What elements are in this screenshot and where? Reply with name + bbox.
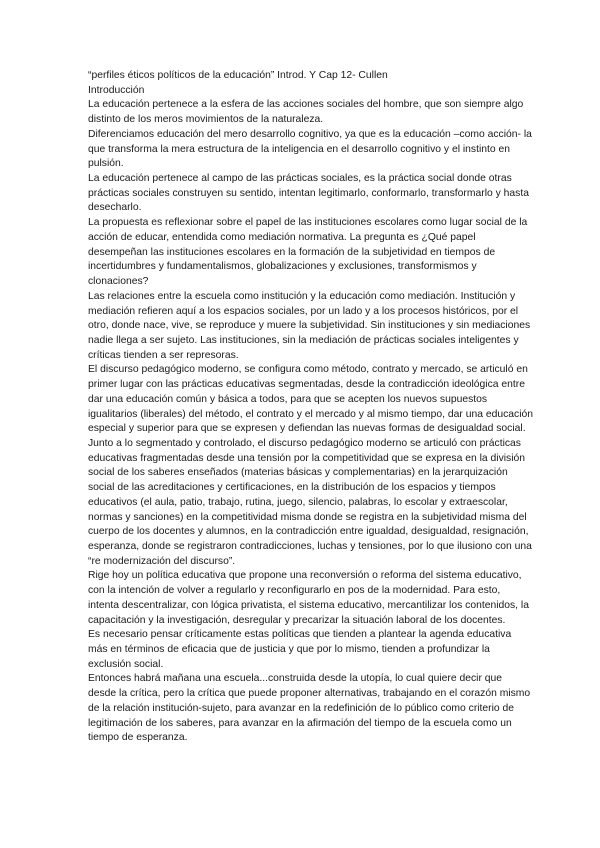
paragraph-6: El discurso pedagógico moderno, se configura como método, contrato y mercado, se articuló en primer lugar con las prácticas educativas segmentadas, desde la contradicción ideológica entre dar una educación común y básica a todos, para que se acepten los nuevos supuestos igualitarios (liberales) del método, el contrato y el mercado y al mismo tiempo, dar una educación especial y superior para que se expresen y defiendan las nuevas formas de desigualdad social. bbox=[88, 364, 533, 435]
paragraph-5: Las relaciones entre la escuela como institución y la educación como mediación. Institución y mediación refieren aquí a los espacios sociales, por un lado y a los procesos históricos, por el otro, donde nace, vive, se reproduce y muere la subjetividad. Sin instituciones y sin mediaciones nadie llega a ser sujeto. Las instituciones, sin la mediación de prácticas sociales inteligentes y críticas tienden a ser represoras. bbox=[88, 290, 531, 361]
paragraph-4: La propuesta es reflexionar sobre el papel de las instituciones escolares como lugar social de la acción de educar, entendida como mediación normativa. La pregunta es ¿Qué papel desempeñan las instituciones escolares en la formación de la subjetividad en tiempos de incertidumbres y fundamentalismos, globalizaciones y exclusiones, transformismos y clonaciones? bbox=[88, 217, 528, 288]
paragraph-2: Diferenciamos educación del mero desarrollo cognitivo, ya que es la educación –como acción- la que transforma la mera estructura de la inteligencia en el desarrollo cognitivo y el instinto en pulsión. bbox=[88, 128, 532, 170]
section-heading: Introducción bbox=[88, 84, 145, 96]
paragraph-8: Rige hoy un política educativa que propone una reconversión o reforma del sistema educativo, con la intención de volver a regularlo y reconfigurarlo en pos de la modernidad. Para esto, intenta descentralizar, con lógica privatista, el sistema educativo, mercantilizar los contenidos, la capacitación y la investigación, desregular y precarizar la situación laboral de los docentes. bbox=[88, 570, 529, 626]
document-body bbox=[88, 69, 533, 746]
paragraph-9: Es necesario pensar críticamente estas políticas que tienden a plantear la agenda educativa más en términos de eficacia que de justicia y que por lo mismo, tienden a profundizar la exclusión social. bbox=[88, 629, 512, 670]
paragraph-10: Entonces habrá mañana una escuela...construida desde la utopía, lo cual quiere decir que desde la crítica, pero la crítica que puede proponer alternativas, trabajando en el corazón mismo de la relación institución-sujeto, para avanzar en la redefinición de lo público como criterio de legitimación de los saberes, para avanzar en la afirmación del tiempo de la escuela como un tiempo de esperanza. bbox=[88, 673, 531, 744]
paragraph-7: Junto a lo segmentado y controlado, el discurso pedagógico moderno se articuló con prácticas educativas fragmentadas desde una tensión por la competitividad que se expresa en la división social de los saberes enseñados (materias básicas y complementarias) en la jerarquización social de las acreditaciones y certificaciones, en la distribución de los espacios y tiempos educativos (el aula, patio, trabajo, rutina, juego, silencio, palabras, lo escolar y extraescolar, normas y sanciones) en la competitividad misma donde se registra en la subjetividad misma del cuerpo de los docentes y alumnos, en la contradicción entre igualdad, desigualdad, resignación, esperanza, donde se registraron contradicciones, luchas y tensiones, por lo que ilusiono con una “re modernización del discurso”. bbox=[88, 437, 532, 567]
paragraph-3: La educación pertenece al campo de las prácticas sociales, es la práctica social donde otras prácticas sociales construyen su sentido, intentan legitimarlo, conformarlo, transformarlo y hasta desecharlo. bbox=[88, 173, 529, 214]
document-title: “perfiles éticos políticos de la educación” Introd. Y Cap 12- Cullen bbox=[88, 70, 388, 81]
paragraph-1: La educación pertenece a la esfera de las acciones sociales del hombre, que son siempre algo distinto de los meros movimientos de la naturaleza. bbox=[88, 99, 524, 126]
